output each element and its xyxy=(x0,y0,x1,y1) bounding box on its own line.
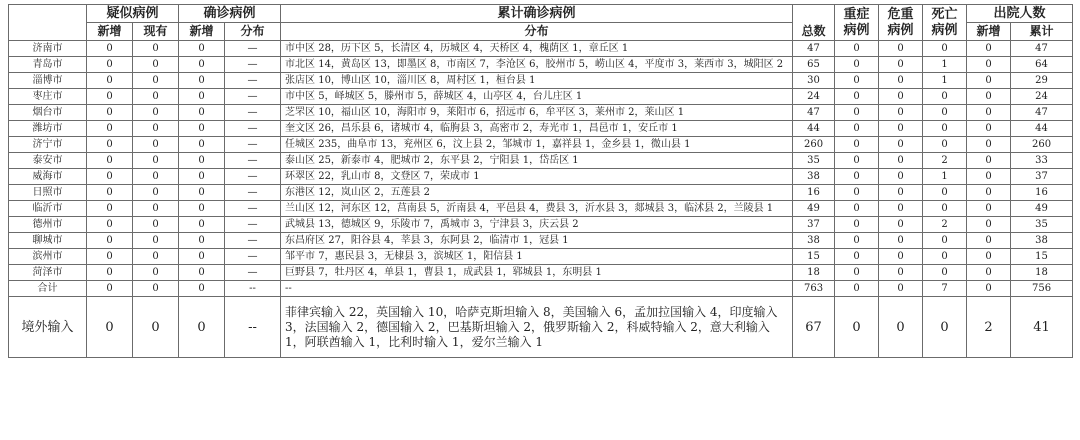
value-cell: — xyxy=(225,233,281,249)
value-cell: 37 xyxy=(1011,169,1073,185)
value-cell: 0 xyxy=(179,153,225,169)
value-cell: 0 xyxy=(133,201,179,217)
value-cell: 0 xyxy=(967,153,1011,169)
city-cell: 聊城市 xyxy=(9,233,87,249)
distribution-cell: 泰山区 25，新泰市 4，肥城市 2，东平县 2，宁阳县 1，岱岳区 1 xyxy=(281,153,793,169)
value-cell: 0 xyxy=(133,41,179,57)
header-row-1 xyxy=(9,5,1073,23)
value-cell: 0 xyxy=(87,57,133,73)
value-cell: — xyxy=(225,57,281,73)
value-cell: 0 xyxy=(923,233,967,249)
value-cell: — xyxy=(225,153,281,169)
value-cell: 0 xyxy=(879,297,923,358)
value-cell: 0 xyxy=(133,105,179,121)
value-cell: 30 xyxy=(793,73,835,89)
value-cell: — xyxy=(225,169,281,185)
value-cell: 67 xyxy=(793,297,835,358)
value-cell: 0 xyxy=(179,249,225,265)
value-cell: 0 xyxy=(967,41,1011,57)
value-cell: 0 xyxy=(879,41,923,57)
value-cell: 0 xyxy=(923,89,967,105)
value-cell: 0 xyxy=(967,217,1011,233)
value-cell: — xyxy=(225,265,281,281)
value-cell: 38 xyxy=(793,233,835,249)
distribution-cell: 环翠区 22，乳山市 8，文登区 7，荣成市 1 xyxy=(281,169,793,185)
value-cell: 0 xyxy=(87,105,133,121)
value-cell: -- xyxy=(225,297,281,358)
value-cell: 0 xyxy=(133,89,179,105)
value-cell: 0 xyxy=(835,265,879,281)
value-cell: 0 xyxy=(87,137,133,153)
suspected-header: 疑似病例 xyxy=(87,5,179,23)
value-cell: 0 xyxy=(835,169,879,185)
value-cell: 37 xyxy=(793,217,835,233)
value-cell: 2 xyxy=(923,153,967,169)
value-cell: 0 xyxy=(835,185,879,201)
distribution-cell: 兰山区 12，河东区 12，莒南县 5，沂南县 4，平邑县 4，费县 3，沂水县 3，郯城县 3，临沭县 2，兰陵县 1 xyxy=(281,201,793,217)
value-cell: 0 xyxy=(133,73,179,89)
value-cell: 0 xyxy=(179,217,225,233)
value-cell: -- xyxy=(225,281,281,297)
value-cell: 0 xyxy=(179,89,225,105)
value-cell: 0 xyxy=(87,265,133,281)
value-cell: 0 xyxy=(967,121,1011,137)
value-cell: 0 xyxy=(967,249,1011,265)
value-cell: 0 xyxy=(87,249,133,265)
table-row xyxy=(9,217,1073,233)
value-cell: 0 xyxy=(967,73,1011,89)
total-row xyxy=(9,281,1073,297)
table-row xyxy=(9,233,1073,249)
value-cell: 0 xyxy=(835,153,879,169)
value-cell: 0 xyxy=(87,201,133,217)
death-header: 死亡病例 xyxy=(923,5,967,41)
value-cell: 0 xyxy=(179,137,225,153)
total-header: 总数 xyxy=(793,5,835,41)
value-cell: 0 xyxy=(967,281,1011,297)
table-row xyxy=(9,105,1073,121)
value-cell: 0 xyxy=(87,185,133,201)
city-cell: 烟台市 xyxy=(9,105,87,121)
distribution-cell: 奎文区 26，昌乐县 6，诸城市 4，临朐县 3，高密市 2，寿光市 1，昌邑市 1，安丘市 1 xyxy=(281,121,793,137)
value-cell: 0 xyxy=(179,73,225,89)
value-cell: 0 xyxy=(835,233,879,249)
value-cell: — xyxy=(225,73,281,89)
value-cell: 0 xyxy=(879,89,923,105)
sus-new-header: 新增 xyxy=(87,23,133,41)
value-cell: 0 xyxy=(967,57,1011,73)
value-cell: 0 xyxy=(923,105,967,121)
value-cell: 0 xyxy=(179,201,225,217)
value-cell: 0 xyxy=(879,265,923,281)
value-cell: 0 xyxy=(133,185,179,201)
value-cell: 0 xyxy=(87,41,133,57)
value-cell: 18 xyxy=(1011,265,1073,281)
value-cell: 0 xyxy=(923,297,967,358)
value-cell: 0 xyxy=(967,265,1011,281)
city-cell: 滨州市 xyxy=(9,249,87,265)
city-cell: 德州市 xyxy=(9,217,87,233)
value-cell: 0 xyxy=(133,281,179,297)
discharged-header: 出院人数 xyxy=(967,5,1073,23)
city-cell: 菏泽市 xyxy=(9,265,87,281)
value-cell: 0 xyxy=(87,73,133,89)
value-cell: 0 xyxy=(835,73,879,89)
confirmed-header: 确诊病例 xyxy=(179,5,281,23)
table-row xyxy=(9,169,1073,185)
table-row xyxy=(9,185,1073,201)
distribution-cell: 市中区 5，峄城区 5，滕州市 5，薛城区 4，山亭区 4，台儿庄区 1 xyxy=(281,89,793,105)
value-cell: 0 xyxy=(835,121,879,137)
value-cell: 0 xyxy=(835,137,879,153)
table-row xyxy=(9,41,1073,57)
value-cell: 16 xyxy=(1011,185,1073,201)
value-cell: 29 xyxy=(1011,73,1073,89)
value-cell: 0 xyxy=(179,105,225,121)
distribution-cell: 张店区 10，博山区 10，淄川区 8，周村区 1，桓台县 1 xyxy=(281,73,793,89)
value-cell: 0 xyxy=(133,217,179,233)
value-cell: 0 xyxy=(179,57,225,73)
city-cell: 临沂市 xyxy=(9,201,87,217)
critical-header: 危重病例 xyxy=(879,5,923,41)
value-cell: 0 xyxy=(835,89,879,105)
city-cell: 泰安市 xyxy=(9,153,87,169)
city-cell: 威海市 xyxy=(9,169,87,185)
city-cell: 潍坊市 xyxy=(9,121,87,137)
value-cell: 0 xyxy=(923,121,967,137)
value-cell: 47 xyxy=(793,105,835,121)
value-cell: 24 xyxy=(1011,89,1073,105)
value-cell: 260 xyxy=(793,137,835,153)
value-cell: 0 xyxy=(179,281,225,297)
value-cell: 64 xyxy=(1011,57,1073,73)
city-cell: 境外输入 xyxy=(9,297,87,358)
distribution-cell: 巨野县 7，牡丹区 4，单县 1，曹县 1，成武县 1，郓城县 1，东明县 1 xyxy=(281,265,793,281)
value-cell: 0 xyxy=(879,201,923,217)
value-cell: 44 xyxy=(793,121,835,137)
value-cell: 0 xyxy=(133,121,179,137)
value-cell: 49 xyxy=(793,201,835,217)
value-cell: 0 xyxy=(879,281,923,297)
value-cell: 0 xyxy=(133,249,179,265)
city-cell: 济宁市 xyxy=(9,137,87,153)
value-cell: 49 xyxy=(1011,201,1073,217)
con-dist-header: 分布 xyxy=(225,23,281,41)
value-cell: 0 xyxy=(967,105,1011,121)
value-cell: 1 xyxy=(923,57,967,73)
value-cell: — xyxy=(225,249,281,265)
value-cell: 0 xyxy=(967,137,1011,153)
value-cell: 756 xyxy=(1011,281,1073,297)
distribution-cell: 东昌府区 27，阳谷县 4，莘县 3，东阿县 2，临清市 1，冠县 1 xyxy=(281,233,793,249)
table-row xyxy=(9,57,1073,73)
city-cell: 青岛市 xyxy=(9,57,87,73)
city-cell: 日照市 xyxy=(9,185,87,201)
value-cell: — xyxy=(225,105,281,121)
distribution-cell: 菲律宾输入 22，英国输入 10，哈萨克斯坦输入 8，美国输入 6，孟加拉国输入 4，印度输入 3，法国输入 2，德国输入 2，巴基斯坦输入 2，俄罗斯输入 2，科威特输入 2，意大利输入 1，阿联酋输入 1，比利时输入 1，爱尔兰输入 1 xyxy=(281,297,793,358)
table-row xyxy=(9,89,1073,105)
value-cell: 1 xyxy=(923,73,967,89)
value-cell: 0 xyxy=(87,169,133,185)
con-new-header: 新增 xyxy=(179,23,225,41)
value-cell: — xyxy=(225,137,281,153)
value-cell: 65 xyxy=(793,57,835,73)
value-cell: 0 xyxy=(179,233,225,249)
distribution-cell: 武城县 13，德城区 9，乐陵市 7，禹城市 3，宁津县 3，庆云县 2 xyxy=(281,217,793,233)
value-cell: 0 xyxy=(87,153,133,169)
value-cell: 38 xyxy=(1011,233,1073,249)
table-row xyxy=(9,249,1073,265)
value-cell: 33 xyxy=(1011,153,1073,169)
value-cell: 35 xyxy=(793,153,835,169)
value-cell: — xyxy=(225,201,281,217)
value-cell: 0 xyxy=(923,185,967,201)
value-cell: 47 xyxy=(1011,41,1073,57)
value-cell: 0 xyxy=(967,233,1011,249)
foreign-row xyxy=(9,297,1073,358)
distribution-cell: 邹平市 7，惠民县 3，无棣县 3，滨城区 1，阳信县 1 xyxy=(281,249,793,265)
value-cell: 0 xyxy=(835,297,879,358)
value-cell: — xyxy=(225,89,281,105)
value-cell: 47 xyxy=(793,41,835,57)
value-cell: 0 xyxy=(923,137,967,153)
value-cell: 0 xyxy=(879,233,923,249)
value-cell: 1 xyxy=(923,169,967,185)
dis-total-header: 累计 xyxy=(1011,23,1073,41)
distribution-cell: 芝罘区 10，福山区 10，海阳市 9，莱阳市 6，招远市 6，牟平区 3，莱州市 2，莱山区 1 xyxy=(281,105,793,121)
value-cell: 0 xyxy=(87,297,133,358)
value-cell: 0 xyxy=(879,249,923,265)
distribution-cell: 任城区 235，曲阜市 13，兖州区 6，汶上县 2，邹城市 1，嘉祥县 1，金乡县 1，微山县 1 xyxy=(281,137,793,153)
value-cell: 0 xyxy=(923,249,967,265)
value-cell: — xyxy=(225,41,281,57)
city-cell: 济南市 xyxy=(9,41,87,57)
distribution-cell: 市北区 14，黄岛区 13，即墨区 8，市南区 7，李沧区 6，胶州市 5，崂山区 4，平度市 3，莱西市 3，城阳区 2 xyxy=(281,57,793,73)
distribution-cell: 东港区 12，岚山区 2，五莲县 2 xyxy=(281,185,793,201)
value-cell: 0 xyxy=(835,201,879,217)
value-cell: 0 xyxy=(133,233,179,249)
value-cell: 0 xyxy=(879,121,923,137)
value-cell: 47 xyxy=(1011,105,1073,121)
city-cell: 合计 xyxy=(9,281,87,297)
value-cell: 0 xyxy=(179,41,225,57)
value-cell: 2 xyxy=(923,217,967,233)
table-row xyxy=(9,265,1073,281)
value-cell: 0 xyxy=(967,201,1011,217)
value-cell: 0 xyxy=(923,265,967,281)
value-cell: 0 xyxy=(923,201,967,217)
value-cell: 0 xyxy=(835,105,879,121)
value-cell: 2 xyxy=(967,297,1011,358)
table-body xyxy=(9,41,1073,358)
value-cell: 0 xyxy=(879,137,923,153)
value-cell: 0 xyxy=(879,185,923,201)
value-cell: 0 xyxy=(179,185,225,201)
value-cell: 0 xyxy=(179,265,225,281)
distribution-cell: -- xyxy=(281,281,793,297)
value-cell: 0 xyxy=(87,281,133,297)
value-cell: 44 xyxy=(1011,121,1073,137)
value-cell: 0 xyxy=(133,153,179,169)
value-cell: 0 xyxy=(967,185,1011,201)
value-cell: 0 xyxy=(879,105,923,121)
value-cell: 0 xyxy=(879,57,923,73)
table-row xyxy=(9,73,1073,89)
value-cell: 763 xyxy=(793,281,835,297)
city-cell: 淄博市 xyxy=(9,73,87,89)
distribution-cell: 市中区 28，历下区 5，长清区 4，历城区 4，天桥区 4，槐荫区 1，章丘区 1 xyxy=(281,41,793,57)
value-cell: 41 xyxy=(1011,297,1073,358)
value-cell: 15 xyxy=(793,249,835,265)
value-cell: 0 xyxy=(87,89,133,105)
value-cell: 0 xyxy=(133,169,179,185)
value-cell: 0 xyxy=(179,169,225,185)
value-cell: 0 xyxy=(133,57,179,73)
value-cell: 0 xyxy=(179,121,225,137)
table-row xyxy=(9,153,1073,169)
value-cell: 0 xyxy=(87,121,133,137)
dis-new-header: 新增 xyxy=(967,23,1011,41)
value-cell: 38 xyxy=(793,169,835,185)
value-cell: 0 xyxy=(835,41,879,57)
value-cell: 35 xyxy=(1011,217,1073,233)
value-cell: 7 xyxy=(923,281,967,297)
value-cell: 0 xyxy=(133,265,179,281)
table-row xyxy=(9,201,1073,217)
table-row xyxy=(9,121,1073,137)
value-cell: 0 xyxy=(835,57,879,73)
value-cell: 16 xyxy=(793,185,835,201)
cumulative-header: 累计确诊病例 xyxy=(281,5,793,23)
value-cell: 24 xyxy=(793,89,835,105)
value-cell: 0 xyxy=(967,89,1011,105)
value-cell: 0 xyxy=(879,73,923,89)
severe-header: 重症病例 xyxy=(835,5,879,41)
value-cell: — xyxy=(225,217,281,233)
value-cell: 0 xyxy=(87,217,133,233)
value-cell: 0 xyxy=(967,169,1011,185)
value-cell: 0 xyxy=(133,137,179,153)
city-header xyxy=(9,5,87,41)
value-cell: 0 xyxy=(923,41,967,57)
value-cell: 0 xyxy=(879,153,923,169)
city-cell: 枣庄市 xyxy=(9,89,87,105)
value-cell: 0 xyxy=(835,281,879,297)
value-cell: — xyxy=(225,121,281,137)
table-row xyxy=(9,137,1073,153)
sus-cur-header: 现有 xyxy=(133,23,179,41)
dist-header: 分布 xyxy=(281,23,793,41)
value-cell: 0 xyxy=(133,297,179,358)
value-cell: 0 xyxy=(179,297,225,358)
value-cell: 18 xyxy=(793,265,835,281)
epidemic-table xyxy=(8,4,1073,358)
value-cell: 0 xyxy=(835,249,879,265)
value-cell: 0 xyxy=(87,233,133,249)
value-cell: 0 xyxy=(835,217,879,233)
value-cell: 0 xyxy=(879,169,923,185)
value-cell: 0 xyxy=(879,217,923,233)
value-cell: — xyxy=(225,185,281,201)
value-cell: 15 xyxy=(1011,249,1073,265)
value-cell: 260 xyxy=(1011,137,1073,153)
